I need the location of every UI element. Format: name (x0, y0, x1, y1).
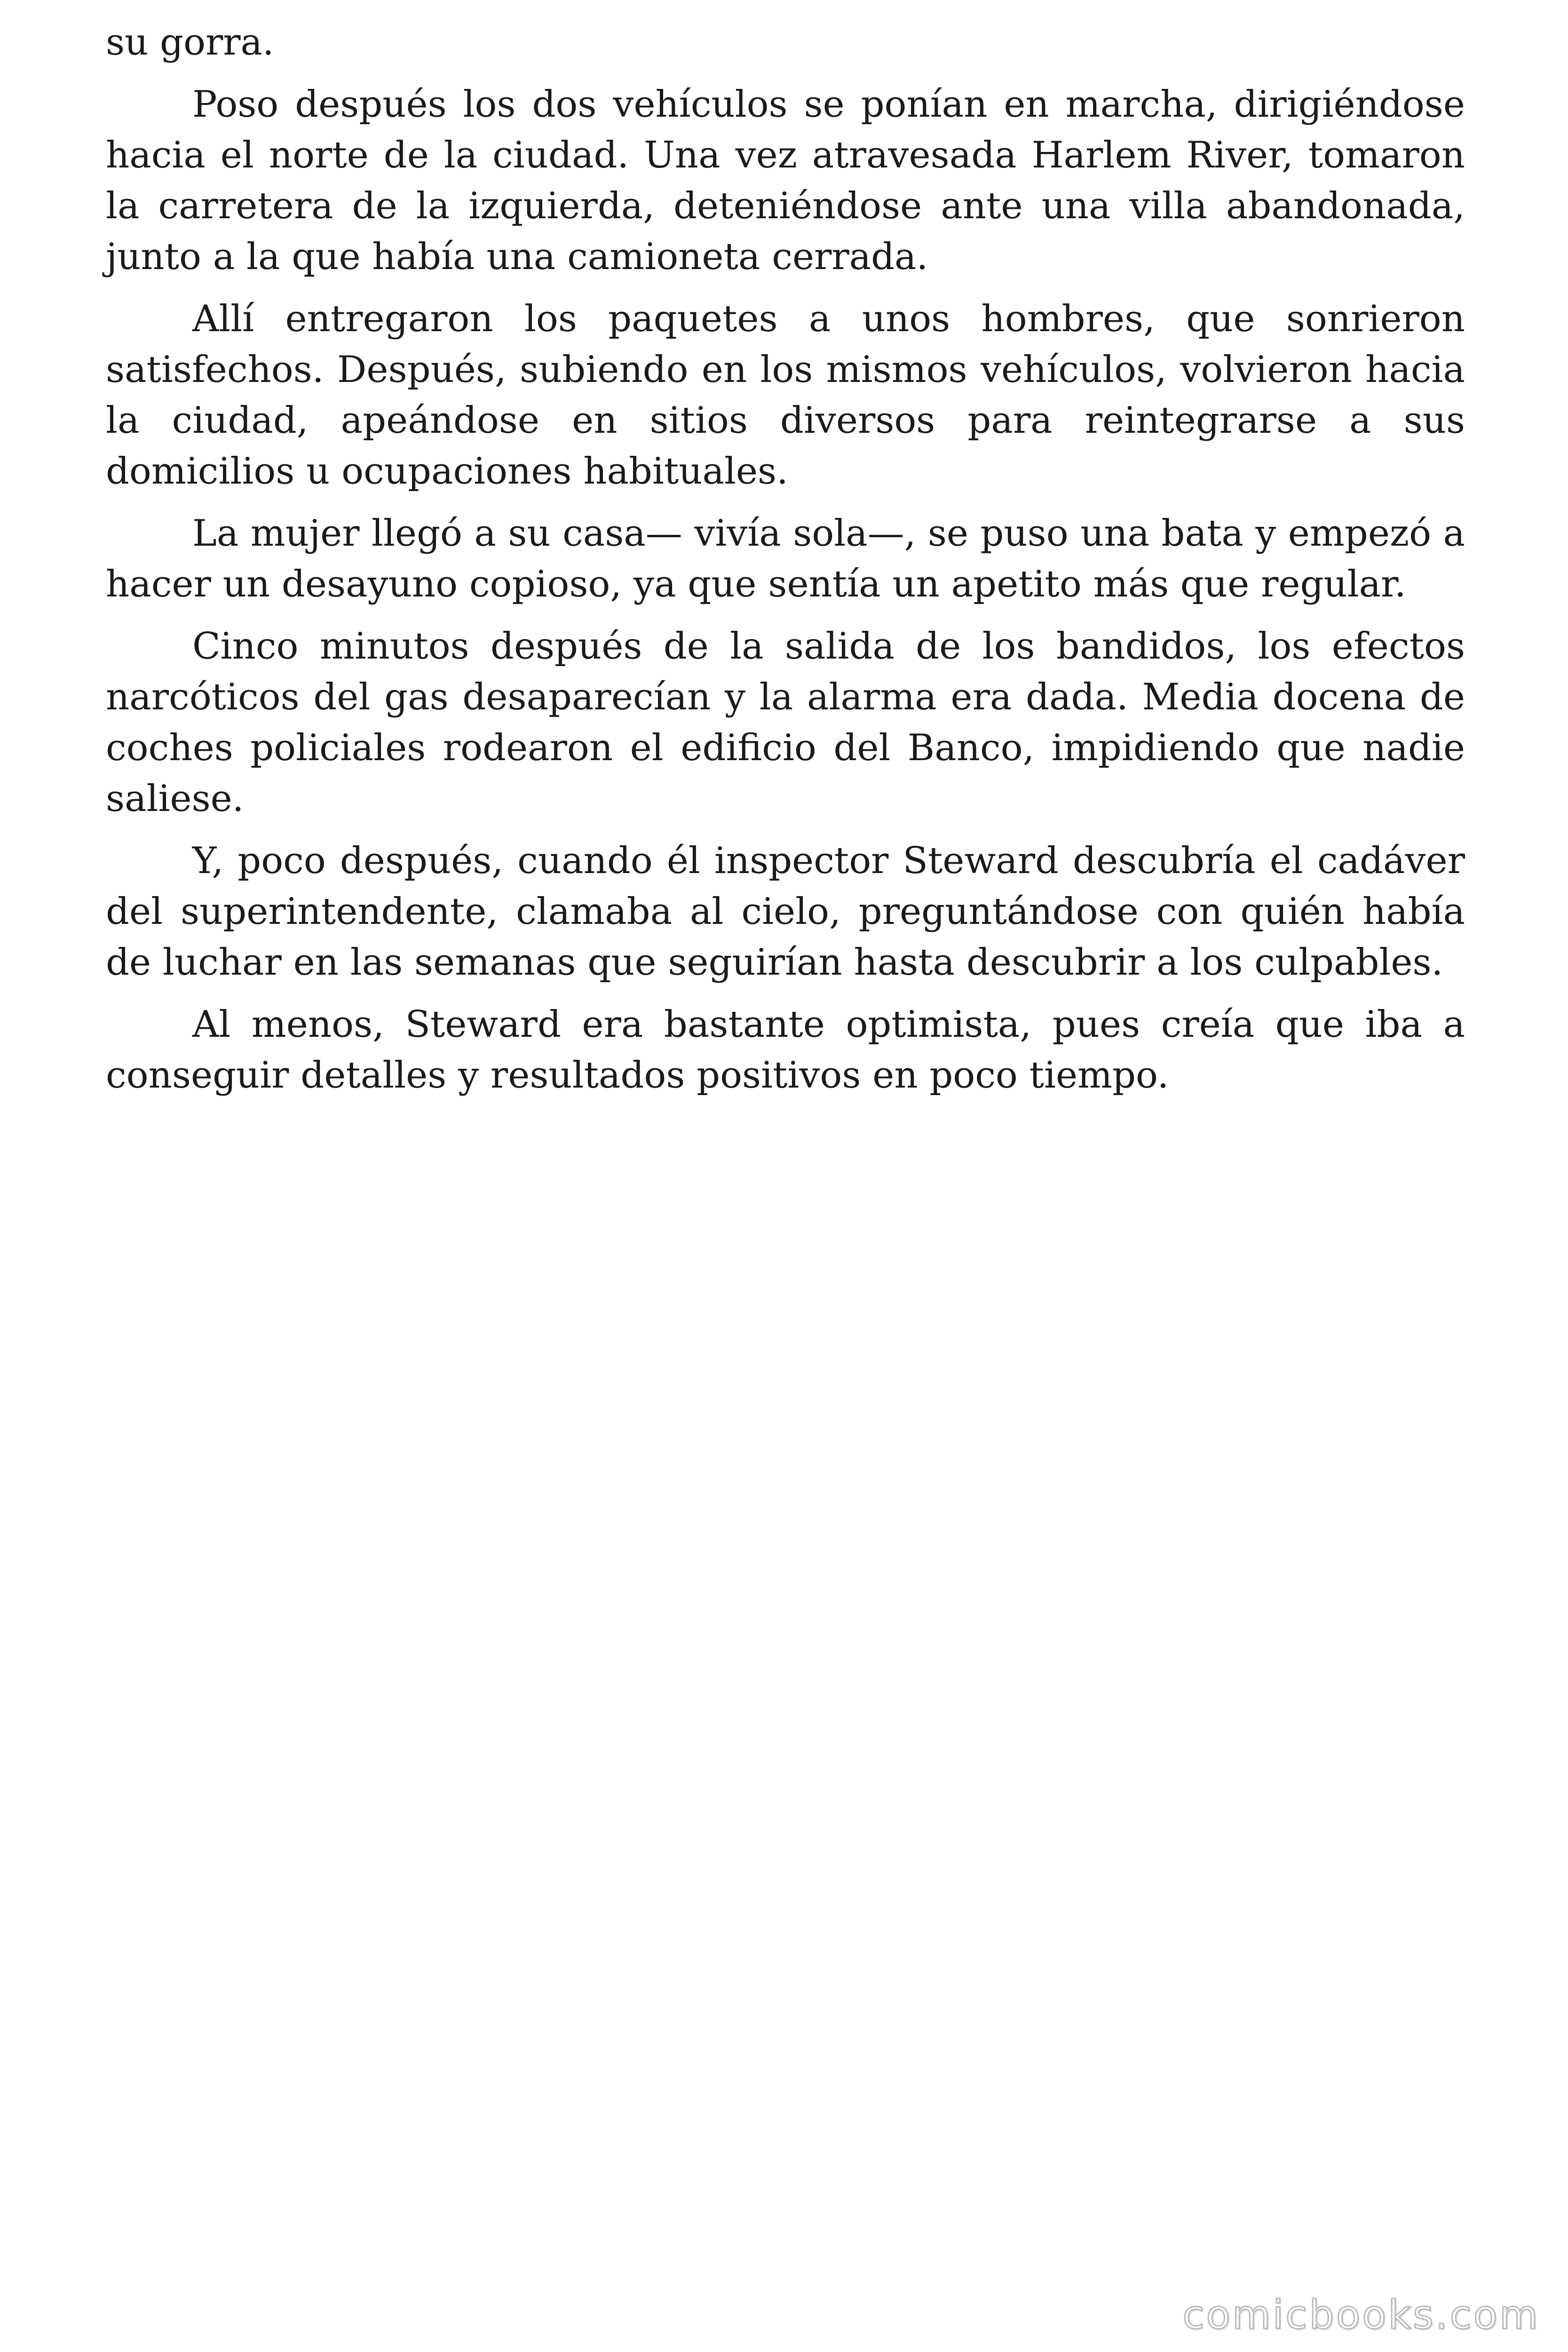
paragraph: Cinco minutos después de la salida de los bandidos, los efectos narcóticos del gas desaparecían y la alarma era dada. Media docena de coches policiales rodearon el edificio del Banco, impidiendo que nadie saliese. (106, 625, 1465, 820)
paragraph-continuation: su gorra. (106, 21, 274, 64)
paragraph: Y, poco después, cuando él inspector Steward descubría el cadáver del superintendente, clamaba al cielo, preguntándose con quién había de luchar en las semanas que seguirían hasta descubrir a los culpables. (106, 840, 1465, 984)
paragraph: Allí entregaron los paquetes a unos hombres, que sonrieron satisfechos. Después, subiendo en los mismos vehículos, volvieron hacia la ciudad, apeándose en sitios diversos para reintegrarse a sus domicilios u ocupaciones habituales. (106, 298, 1465, 493)
paragraph: Poso después los dos vehículos se ponían en marcha, dirigiéndose hacia el norte de la ciudad. Una vez atravesada Harlem River, tomaron la carretera de la izquierda, deteniéndose ante una villa abandonada, junto a la que había una camioneta cerrada. (106, 83, 1465, 278)
paragraph: Al menos, Steward era bastante optimista, pues creía que iba a conseguir detalles y resultados positivos en poco tiempo. (106, 1003, 1465, 1097)
page-body (106, 17, 1465, 1112)
paragraph: La mujer llegó a su casa— vivía sola—, se puso una bata y empezó a hacer un desayuno copioso, ya que sentía un apetito más que regular. (106, 512, 1465, 605)
watermark-logo: comicbooks.com (1182, 2292, 1540, 2338)
